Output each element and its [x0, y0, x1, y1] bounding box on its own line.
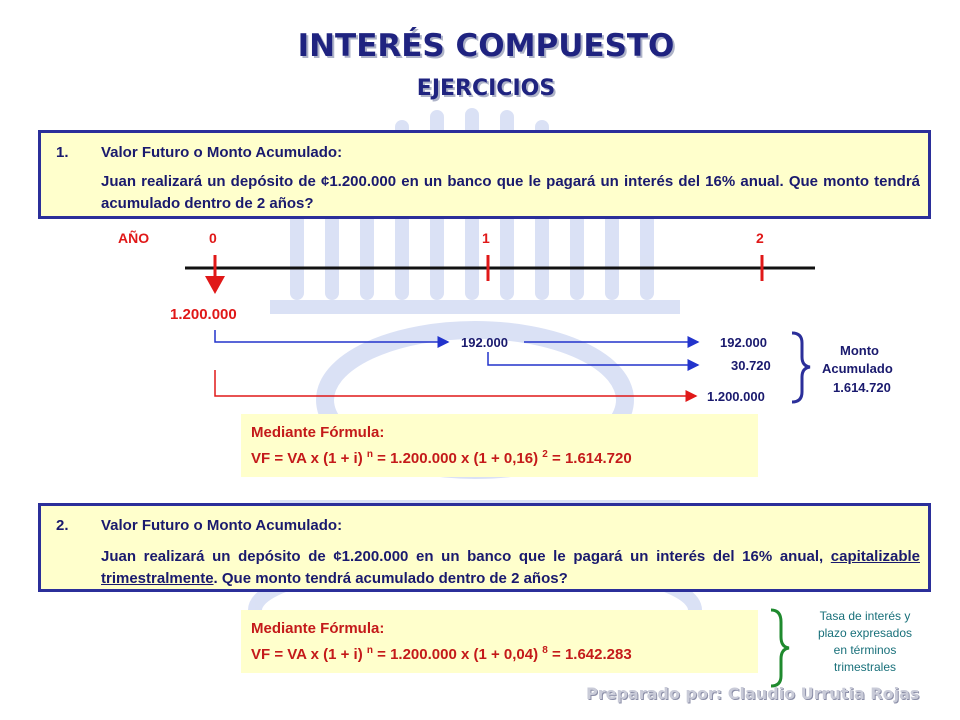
exercise-2-heading: Valor Futuro o Monto Acumulado: — [101, 517, 343, 534]
exercise-2-number: 2. — [56, 517, 69, 534]
flow-value-interest-2: 30.720 — [731, 358, 771, 373]
formula-1-lhs: VF = VA x (1 + i) — [251, 450, 367, 467]
formula-2-exp-val: 8 — [542, 645, 548, 656]
formula-2-label: Mediante Fórmula: — [251, 620, 385, 637]
exercise-2-text-after: . Que monto tendrá acumulado dentro de 2 años? — [213, 570, 568, 587]
page-subtitle: EJERCICIOS — [416, 76, 556, 101]
formula-1-result: = 1.614.720 — [547, 450, 632, 467]
page-title: INTERÉS COMPUESTO — [297, 28, 675, 64]
quarterly-note — [792, 608, 938, 676]
formula-2-result: = 1.642.283 — [547, 646, 632, 663]
exercise-2-text-before: Juan realizará un depósito de ¢1.200.000 en un banco que le pagará un interés del 16% anual, — [101, 548, 831, 565]
tick-label-0: 0 — [209, 230, 217, 246]
note-line-1: Tasa de interés y — [819, 609, 911, 623]
formula-1-label: Mediante Fórmula: — [251, 424, 385, 441]
formula-1-exp-val: 2 — [542, 449, 548, 460]
flow-value-capital: 1.200.000 — [707, 389, 765, 404]
exercise-1-number: 1. — [56, 144, 69, 161]
total-value: 1.614.720 — [833, 380, 891, 395]
interest-year-1: 192.000 — [461, 335, 508, 350]
flow-value-interest-1: 192.000 — [720, 335, 767, 350]
formula-2-middle: = 1.200.000 x (1 + 0,04) — [372, 646, 543, 663]
axis-label-year: AÑO — [118, 230, 150, 246]
tick-label-1: 1 — [482, 230, 490, 246]
exercise-2-text-underlined: capitalizable trimestralmente — [101, 548, 920, 587]
note-line-3: en términos — [833, 643, 897, 657]
total-label-line2: Acumulado — [822, 361, 893, 376]
exercise-1-heading: Valor Futuro o Monto Acumulado: — [101, 144, 343, 161]
formula-2-lhs: VF = VA x (1 + i) — [251, 646, 367, 663]
deposit-amount: 1.200.000 — [170, 306, 237, 323]
note-line-2: plazo expresados — [817, 626, 913, 640]
formula-2-exp-n: n — [366, 645, 373, 656]
exercise-1-text: Juan realizará un depósito de ¢1.200.000 en un banco que le pagará un interés del 16% anual. Que monto tendrá acumulado dentro de 2 años? — [101, 173, 920, 212]
author-credit: Preparado por: Claudio Urrutia Rojas — [586, 684, 920, 703]
formula-1-middle: = 1.200.000 x (1 + 0,16) — [372, 450, 543, 467]
formula-1-exp-n: n — [366, 449, 373, 460]
note-line-4: trimestrales — [833, 660, 896, 674]
tick-label-2: 2 — [756, 230, 764, 246]
total-label-line1: Monto — [840, 343, 879, 358]
